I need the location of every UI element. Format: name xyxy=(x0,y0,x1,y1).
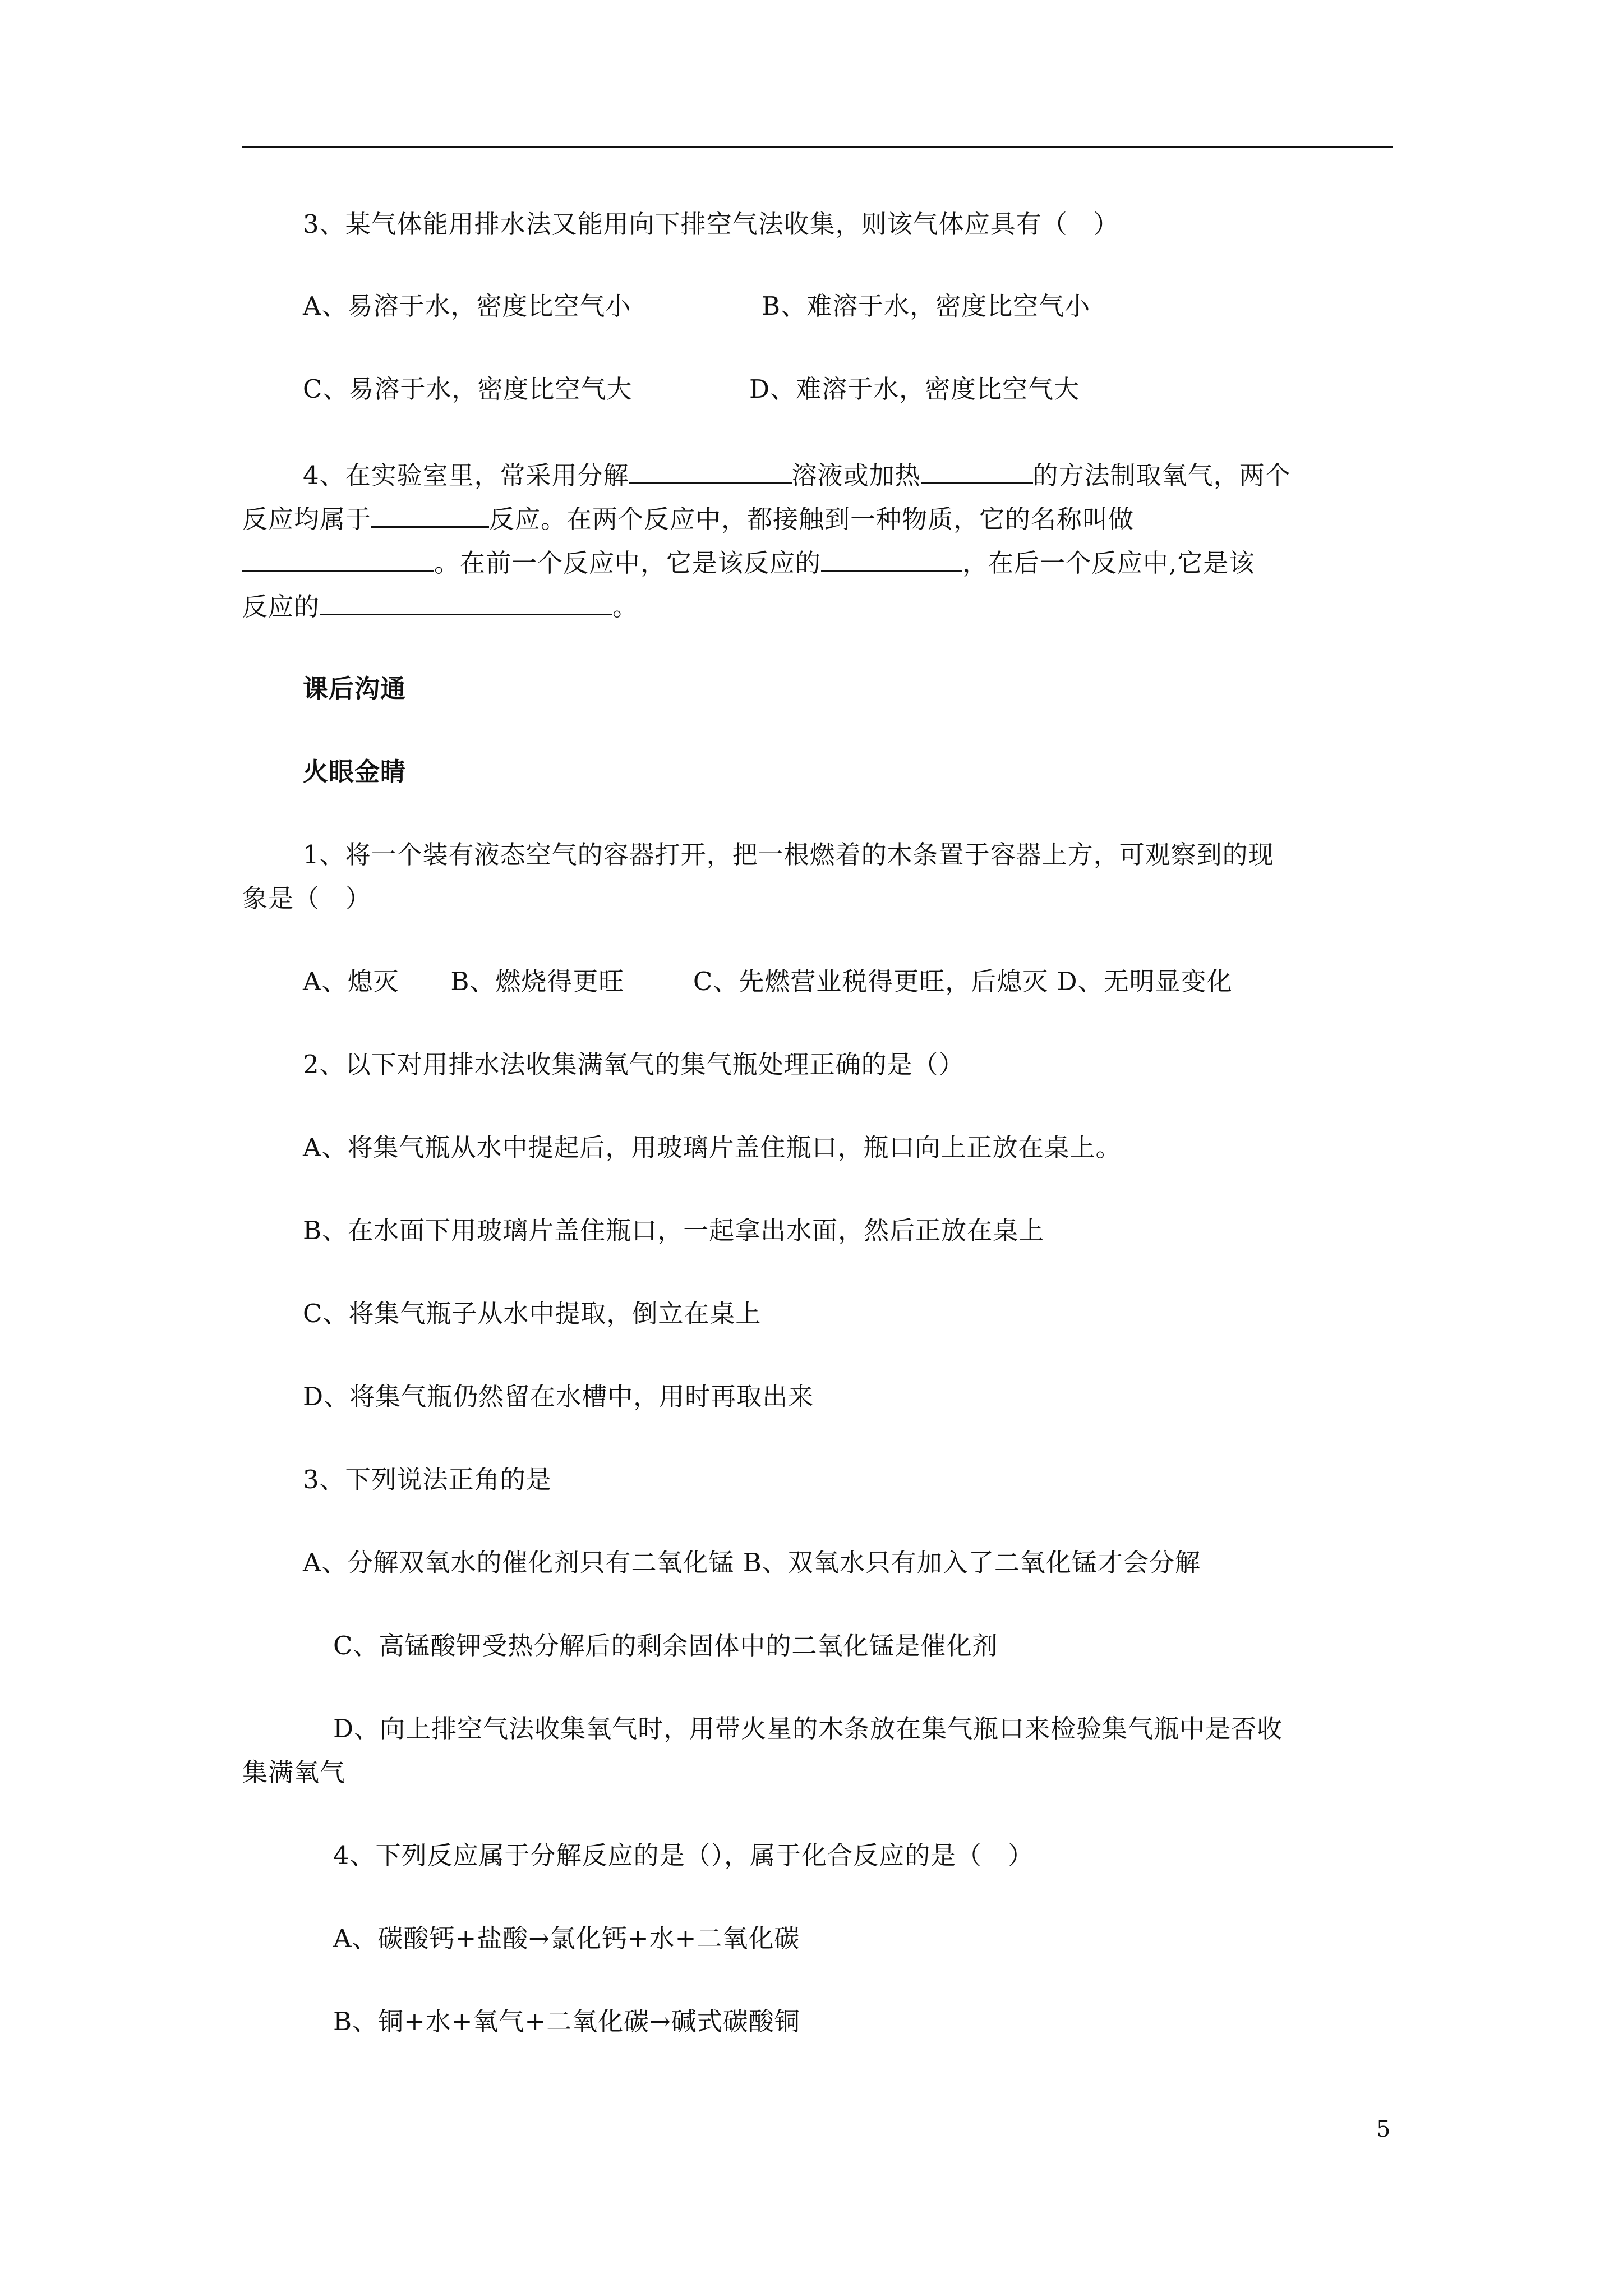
blank-5 xyxy=(821,543,962,572)
q3-options-ab: A、分解双氧水的催化剂只有二氧化锰 B、双氧水只有加入了二氧化锰才会分解 xyxy=(303,1548,1201,1577)
q3-top-option-a: A、易溶于水，密度比空气小 xyxy=(303,291,631,321)
q4-top-line3: 。在前一个反应中，它是该反应的 ，在后一个反应中,它是该 xyxy=(242,543,1255,580)
q1-stem-line2: 象是（ ） xyxy=(242,884,371,913)
q3-top-option-d: D、难溶于水，密度比空气大 xyxy=(749,374,1080,404)
q3-option-c: C、高锰酸钾受热分解后的剩余固体中的二氧化锰是催化剂 xyxy=(333,1631,998,1660)
q2-option-b: B、在水面下用玻璃片盖住瓶口，一起拿出水面，然后正放在桌上 xyxy=(303,1216,1045,1245)
q4-stem: 4、下列反应属于分解反应的是（），属于化合反应的是（ ） xyxy=(333,1841,1034,1870)
q2-option-d: D、将集气瓶仍然留在水槽中，用时再取出来 xyxy=(303,1382,814,1411)
q3-top-option-c: C、易溶于水，密度比空气大 xyxy=(303,374,633,404)
header-rule xyxy=(242,146,1393,148)
section-heading-sharp-eyes: 火眼金睛 xyxy=(303,757,407,786)
blank-2 xyxy=(921,455,1033,484)
q1-stem-line1: 1、将一个装有液态空气的容器打开，把一根燃着的木条置于容器上方，可观察到的现 xyxy=(303,840,1274,869)
q2-stem: 2、以下对用排水法收集满氧气的集气瓶处理正确的是（） xyxy=(303,1050,965,1079)
blank-3 xyxy=(371,499,489,528)
page-number: 5 xyxy=(1376,2116,1391,2142)
blank-4 xyxy=(242,543,434,572)
q4-option-a: A、碳酸钙+盐酸→氯化钙+水+二氧化碳 xyxy=(333,1924,800,1953)
q4-option-b: B、铜+水+氧气+二氧化碳→碱式碳酸铜 xyxy=(333,2007,800,2036)
q4-top-line1: 4、在实验室里，常采用分解 溶液或加热 的方法制取氧气，两个 xyxy=(303,455,1291,493)
q1-options: A、熄灭 B、燃烧得更旺 C、先燃营业税得更旺，后熄灭 D、无明显变化 xyxy=(303,967,1233,996)
section-heading-after-class: 课后沟通 xyxy=(303,674,407,703)
q3-option-d-line1: D、向上排空气法收集氧气时，用带火星的木条放在集气瓶口来检验集气瓶中是否收 xyxy=(333,1714,1283,1743)
q2-option-c: C、将集气瓶子从水中提取，倒立在桌上 xyxy=(303,1299,762,1328)
q4-top-line4: 反应的 。 xyxy=(242,587,638,624)
q3-top-stem: 3、某气体能用排水法又能用向下排空气法收集，则该气体应具有（ ） xyxy=(303,209,1119,239)
q3-stem: 3、下列说法正角的是 xyxy=(303,1465,552,1494)
q3-option-d-line2: 集满氧气 xyxy=(242,1757,346,1787)
blank-1 xyxy=(629,455,792,484)
q4-top-line2: 反应均属于 反应。在两个反应中，都接触到一种物质，它的名称叫做 xyxy=(242,499,1134,536)
q2-option-a: A、将集气瓶从水中提起后，用玻璃片盖住瓶口，瓶口向上正放在桌上。 xyxy=(303,1133,1122,1162)
q3-top-option-b: B、难溶于水，密度比空气小 xyxy=(762,291,1091,321)
blank-6 xyxy=(320,587,612,615)
